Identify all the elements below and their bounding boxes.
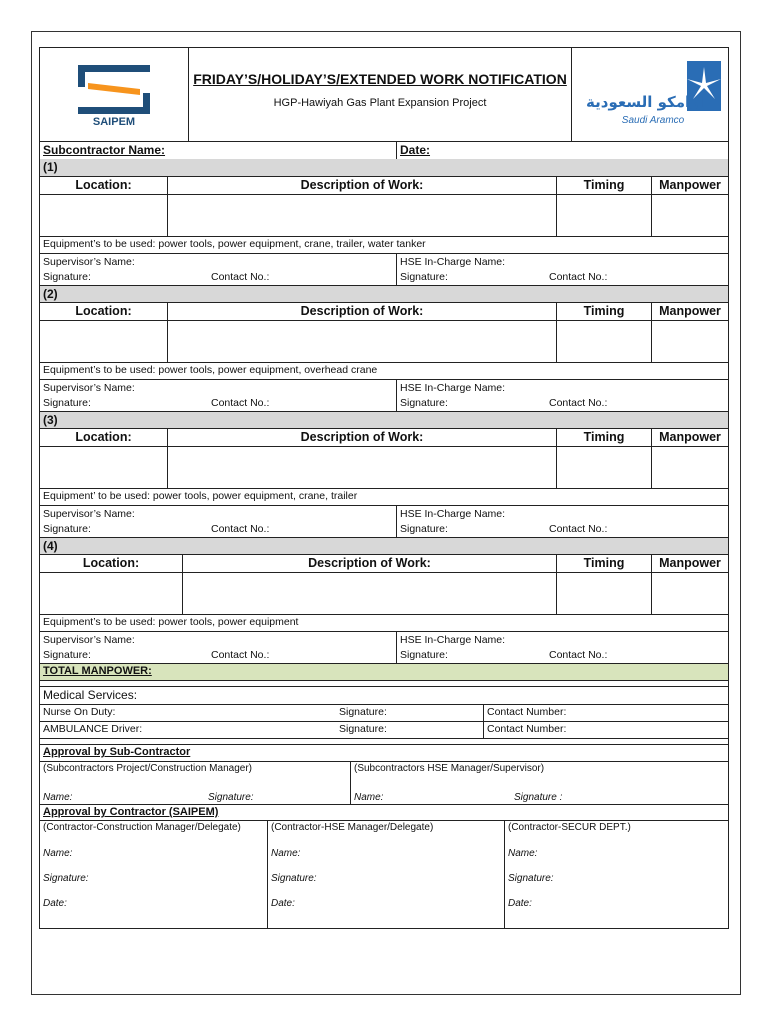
- equipment-row: [40, 236, 728, 253]
- location-header: Location:: [75, 430, 132, 444]
- supervisor-contact-label[interactable]: Contact No.:: [211, 648, 270, 661]
- hse-name-label[interactable]: HSE In-Charge Name:: [400, 634, 506, 647]
- saipem-logo: [40, 48, 188, 141]
- form-header: [40, 48, 728, 141]
- supervisor-contact-label[interactable]: Contact No.:: [211, 522, 270, 535]
- section-header: [40, 285, 728, 302]
- subcontractor-name-label[interactable]: Subcontractor Name:: [43, 143, 166, 157]
- subcontractor-date-row: [40, 141, 728, 159]
- nurse-contact-label[interactable]: Contact Number:: [483, 705, 728, 721]
- sub-hse-role: (Subcontractors HSE Manager/Supervisor): [354, 763, 545, 774]
- nurse-row: [40, 704, 728, 721]
- work-notification-form: [39, 47, 729, 929]
- location-field[interactable]: [40, 573, 182, 614]
- signoff-row: [40, 505, 728, 537]
- hse-contact-label[interactable]: Contact No.:: [549, 522, 608, 535]
- equipment-text: Equipment’ to be used: power tools, power equipment, crane, trailer: [43, 490, 358, 502]
- form-title: FRIDAY’S/HOLIDAY’S/EXTENDED WORK NOTIFICATION: [193, 71, 567, 87]
- ambulance-row: [40, 721, 728, 738]
- contractor-role: (Contractor-Construction Manager/Delegate): [43, 822, 241, 833]
- timing-header: Timing: [556, 429, 651, 446]
- description-header: Description of Work:: [167, 177, 556, 194]
- supervisor-name-label[interactable]: Supervisor’s Name:: [43, 508, 135, 521]
- supervisor-contact-label[interactable]: Contact No.:: [211, 396, 270, 409]
- equipment-row: [40, 362, 728, 379]
- timing-field[interactable]: [556, 321, 651, 362]
- location-field[interactable]: [40, 195, 167, 236]
- hse-block: [396, 254, 728, 285]
- section-header: [40, 159, 728, 176]
- description-field[interactable]: [167, 447, 556, 488]
- aramco-arabic-text: ارامكو السعودية: [586, 92, 704, 111]
- aramco-logo: [571, 48, 728, 141]
- sub-hse-block: [350, 762, 728, 804]
- contractor-date-label[interactable]: Date:: [271, 898, 295, 909]
- hse-signature-label[interactable]: Signature:: [400, 396, 448, 409]
- supervisor-block: [40, 632, 396, 663]
- medical-services-title: Medical Services:: [43, 688, 138, 702]
- approval-con-title: Approval by Contractor (SAIPEM): [43, 806, 219, 818]
- approval-con-row: [40, 820, 728, 928]
- hse-signature-label[interactable]: Signature:: [400, 270, 448, 283]
- manpower-field[interactable]: [651, 195, 728, 236]
- manpower-field[interactable]: [651, 321, 728, 362]
- supervisor-signature-label[interactable]: Signature:: [43, 396, 91, 409]
- timing-field[interactable]: [556, 447, 651, 488]
- hse-name-label[interactable]: HSE In-Charge Name:: [400, 508, 506, 521]
- location-header: Location:: [75, 178, 132, 192]
- location-field[interactable]: [40, 321, 167, 362]
- equipment-text: Equipment’s to be used: power tools, power equipment, crane, trailer, water tanker: [43, 238, 426, 250]
- contractor-signature-label[interactable]: Signature:: [271, 873, 317, 884]
- sub-pm-signature-label[interactable]: Signature:: [208, 792, 254, 803]
- supervisor-name-label[interactable]: Supervisor’s Name:: [43, 382, 135, 395]
- contractor-approval-block: [504, 821, 728, 928]
- contractor-date-label[interactable]: Date:: [508, 898, 532, 909]
- description-field[interactable]: [167, 321, 556, 362]
- sub-pm-block: [40, 762, 350, 804]
- timing-header: Timing: [556, 303, 651, 320]
- entry-row: [40, 320, 728, 362]
- supervisor-name-label[interactable]: Supervisor’s Name:: [43, 634, 135, 647]
- description-header: Description of Work:: [182, 555, 556, 572]
- supervisor-block: [40, 506, 396, 537]
- timing-header: Timing: [556, 177, 651, 194]
- ambulance-contact-label[interactable]: Contact Number:: [483, 722, 728, 738]
- entry-row: [40, 446, 728, 488]
- manpower-header: Manpower: [651, 303, 728, 320]
- column-header-row: [40, 176, 728, 194]
- column-header-row: [40, 428, 728, 446]
- hse-signature-label[interactable]: Signature:: [400, 522, 448, 535]
- description-field[interactable]: [167, 195, 556, 236]
- nurse-signature-label[interactable]: Signature:: [339, 706, 387, 718]
- description-header: Description of Work:: [167, 429, 556, 446]
- supervisor-block: [40, 380, 396, 411]
- work-sections: [40, 159, 728, 663]
- nurse-on-duty-label[interactable]: Nurse On Duty:: [43, 706, 116, 718]
- hse-block: [396, 506, 728, 537]
- ambulance-driver-label[interactable]: AMBULANCE Driver:: [43, 723, 143, 735]
- page: [31, 31, 741, 995]
- contractor-approval-block: [40, 821, 267, 928]
- hse-block: [396, 632, 728, 663]
- contractor-signature-label[interactable]: Signature:: [43, 873, 89, 884]
- supervisor-signature-label[interactable]: Signature:: [43, 522, 91, 535]
- location-field[interactable]: [40, 447, 167, 488]
- equipment-row: [40, 488, 728, 505]
- entry-row: [40, 194, 728, 236]
- timing-header: Timing: [556, 555, 651, 572]
- section-header: [40, 411, 728, 428]
- medical-title-row: [40, 686, 728, 704]
- total-manpower-label[interactable]: TOTAL MANPOWER:: [43, 665, 152, 677]
- manpower-field[interactable]: [651, 447, 728, 488]
- sub-hse-signature-label[interactable]: Signature :: [514, 792, 563, 803]
- supervisor-contact-label[interactable]: Contact No.:: [211, 270, 270, 283]
- section-header: [40, 537, 728, 554]
- contractor-name-label[interactable]: Name:: [271, 848, 301, 859]
- contractor-name-label[interactable]: Name:: [43, 848, 73, 859]
- manpower-header: Manpower: [651, 429, 728, 446]
- supervisor-signature-label[interactable]: Signature:: [43, 648, 91, 661]
- description-field[interactable]: [182, 573, 556, 614]
- equipment-text: Equipment’s to be used: power tools, power equipment, overhead crane: [43, 364, 378, 376]
- timing-field[interactable]: [556, 195, 651, 236]
- section-number: (1): [43, 160, 58, 174]
- contractor-date-label[interactable]: Date:: [43, 898, 67, 909]
- contractor-role: (Contractor-SECUR DEPT.): [508, 822, 631, 833]
- entry-row: [40, 572, 728, 614]
- location-header: Location:: [75, 304, 132, 318]
- section-number: (3): [43, 413, 58, 427]
- form-subtitle: HGP-Hawiyah Gas Plant Expansion Project: [273, 97, 487, 109]
- column-header-row: [40, 554, 728, 572]
- supervisor-name-label[interactable]: Supervisor’s Name:: [43, 256, 135, 269]
- signoff-row: [40, 379, 728, 411]
- aramco-logo-text: Saudi Aramco: [621, 114, 685, 126]
- location-header: Location:: [82, 556, 140, 570]
- sub-hse-name-label[interactable]: Name:: [354, 792, 384, 803]
- hse-contact-label[interactable]: Contact No.:: [549, 648, 608, 661]
- title-block: [188, 48, 571, 141]
- total-manpower-row: [40, 663, 728, 680]
- column-header-row: [40, 302, 728, 320]
- manpower-header: Manpower: [651, 555, 728, 572]
- section-number: (4): [43, 539, 58, 553]
- approval-sub-row: [40, 761, 728, 804]
- signoff-row: [40, 253, 728, 285]
- date-label[interactable]: Date:: [396, 142, 728, 159]
- equipment-row: [40, 614, 728, 631]
- hse-signature-label[interactable]: Signature:: [400, 648, 448, 661]
- hse-name-label[interactable]: HSE In-Charge Name:: [400, 382, 506, 395]
- hse-block: [396, 380, 728, 411]
- ambulance-signature-label[interactable]: Signature:: [339, 723, 387, 735]
- signoff-row: [40, 631, 728, 663]
- contractor-approval-block: [267, 821, 504, 928]
- contractor-role: (Contractor-HSE Manager/Delegate): [271, 822, 434, 833]
- sub-pm-role: (Subcontractors Project/Construction Manager): [43, 763, 252, 774]
- section-number: (2): [43, 287, 58, 301]
- supervisor-block: [40, 254, 396, 285]
- timing-field[interactable]: [556, 573, 651, 614]
- saipem-logo-text: SAIPEM: [92, 115, 136, 127]
- description-header: Description of Work:: [167, 303, 556, 320]
- supervisor-signature-label[interactable]: Signature:: [43, 270, 91, 283]
- hse-contact-label[interactable]: Contact No.:: [549, 396, 608, 409]
- manpower-header: Manpower: [651, 177, 728, 194]
- contractor-signature-label[interactable]: Signature:: [508, 873, 554, 884]
- manpower-field[interactable]: [651, 573, 728, 614]
- approval-sub-title-row: [40, 744, 728, 761]
- sub-pm-name-label[interactable]: Name:: [43, 792, 73, 803]
- approval-con-title-row: [40, 804, 728, 820]
- approval-sub-title: Approval by Sub-Contractor: [43, 746, 191, 758]
- hse-contact-label[interactable]: Contact No.:: [549, 270, 608, 283]
- contractor-name-label[interactable]: Name:: [508, 848, 538, 859]
- hse-name-label[interactable]: HSE In-Charge Name:: [400, 256, 506, 269]
- equipment-text: Equipment’s to be used: power tools, power equipment: [43, 616, 299, 628]
